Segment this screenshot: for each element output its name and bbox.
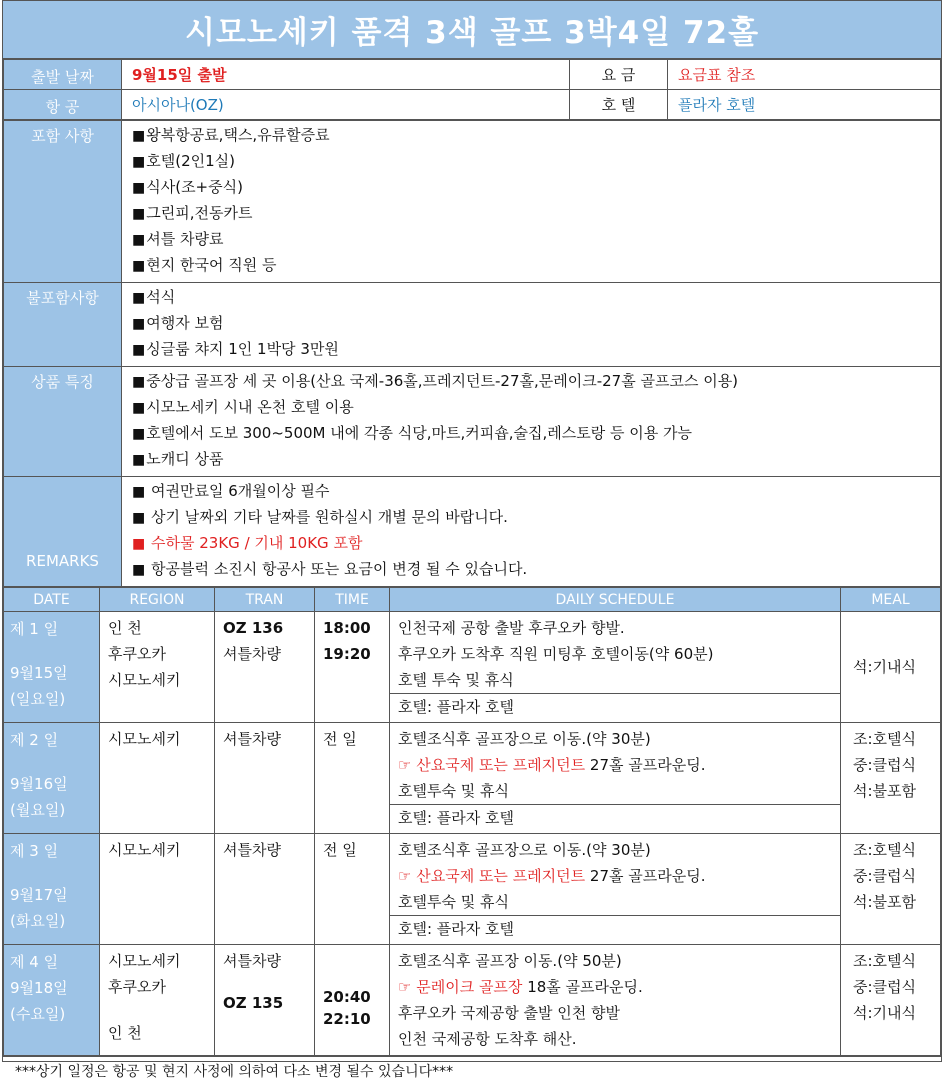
time-cell: 전 일 <box>315 723 390 834</box>
tran-cell: 셔틀차량 <box>215 834 315 945</box>
list-item: ■호텔에서 도보 300~500M 내에 각종 식당,마트,커피숍,술집,레스토랑 등 이용 가능 <box>132 424 692 442</box>
schedule-cell: 인천국제 공항 출발 후쿠오카 향발. 후쿠오카 도착후 직원 미팅후 호텔이동(약 60분) 호텔 투숙 및 휴식 호텔: 플라자 호텔 <box>390 612 841 723</box>
list-item: ■노캐디 상품 <box>132 450 224 468</box>
bullet-icon: ■ <box>132 128 146 144</box>
list-item: ■현지 한국어 직원 등 <box>132 256 277 274</box>
list-item: ■시모노세키 시내 온천 호텔 이용 <box>132 398 354 416</box>
itinerary-sheet <box>2 0 942 1080</box>
page-title: 시모노세키 품격 3색 골프 3박4일 72홀 <box>3 1 941 59</box>
schedule-cell: 호텔조식후 골프장 이동.(약 50분) ☞ 문레이크 골프장 18홀 골프라운딩. 후쿠오카 국제공항 출발 인천 향발 인천 국제공항 도착후 해산. <box>390 945 841 1056</box>
included-label: 포함 사항 <box>4 121 122 283</box>
footer-note: ***상기 일정은 항공 및 현지 사정에 의하여 다소 변경 될수 있습니다*** <box>3 1056 941 1086</box>
bullet-icon: ■ <box>132 206 146 222</box>
bullet-icon: ■ <box>132 452 146 468</box>
date-cell: 제 4 일 9월18일 (수요일) <box>4 945 100 1056</box>
tran-cell: 셔틀차량 <box>215 723 315 834</box>
features-label: 상품 특징 <box>4 367 122 477</box>
list-item: ■왕복항공료,택스,유류할증료 <box>132 126 330 144</box>
region-cell: 시모노세키 <box>100 723 215 834</box>
golf-line: ☞ 문레이크 골프장 18홀 골프라운딩. <box>398 978 643 996</box>
list-item: ■호텔(2인1실) <box>132 152 235 170</box>
table-row <box>4 612 941 723</box>
bullet-icon: ■ <box>132 374 146 390</box>
bullet-icon: ■ <box>132 426 146 442</box>
schedule-cell: 호텔조식후 골프장으로 이동.(약 30분) ☞ 산요국제 또는 프레지던트 27홀 골프라운딩. 호텔투숙 및 휴식 호텔: 플라자 호텔 <box>390 723 841 834</box>
remarks-label: REMARKS <box>4 477 122 587</box>
excluded-label: 불포함사항 <box>4 283 122 367</box>
date-cell: 제 3 일 9월17일 (화요일) <box>4 834 100 945</box>
bullet-icon: ■ <box>132 154 146 170</box>
bullet-icon: ■ <box>132 316 146 332</box>
bullet-icon: ■ <box>132 232 146 248</box>
list-item: ■싱글룸 챠지 1인 1박당 3만원 <box>132 340 339 358</box>
tran-cell: 셔틀차량 OZ 135 <box>215 945 315 1056</box>
departure-value: 9월15일 출발 <box>122 60 570 90</box>
bullet-icon: ■ <box>132 536 146 552</box>
header-time: TIME <box>315 588 390 612</box>
schedule-cell: 호텔조식후 골프장으로 이동.(약 30분) ☞ 산요국제 또는 프레지던트 27홀 골프라운딩. 호텔투숙 및 휴식 호텔: 플라자 호텔 <box>390 834 841 945</box>
schedule-table <box>3 587 941 1056</box>
pointing-hand-icon: ☞ <box>398 756 417 774</box>
region-cell: 인 천 후쿠오카 시모노세키 <box>100 612 215 723</box>
header-meal: MEAL <box>841 588 941 612</box>
fee-value: 요금표 참조 <box>668 60 941 90</box>
list-item: ■ 수하물 23KG / 기내 10KG 포함 <box>132 534 363 552</box>
time-cell: 18:00 19:20 <box>315 612 390 723</box>
departure-label: 출발 날짜 <box>4 60 122 90</box>
bullet-icon: ■ <box>132 562 146 578</box>
time-cell: 전 일 <box>315 834 390 945</box>
pointing-hand-icon: ☞ <box>398 867 417 885</box>
time-cell: 20:40 22:10 <box>315 945 390 1056</box>
details-table <box>3 120 941 587</box>
list-item: ■중상급 골프장 세 곳 이용(산요 국제-36홀,프레지던트-27홀,문레이크-27홀 골프코스 이용) <box>132 372 739 390</box>
date-cell: 제 2 일 9월16일 (월요일) <box>4 723 100 834</box>
fee-label: 요 금 <box>570 60 668 90</box>
bullet-icon: ■ <box>132 290 146 306</box>
header-daily-schedule: DAILY SCHEDULE <box>390 588 841 612</box>
list-item: ■식사(조+중식) <box>132 178 243 196</box>
bullet-icon: ■ <box>132 258 146 274</box>
hotel-line: 호텔: 플라자 호텔 <box>390 915 840 941</box>
golf-line: ☞ 산요국제 또는 프레지던트 27홀 골프라운딩. <box>398 867 706 885</box>
pointing-hand-icon: ☞ <box>398 978 417 996</box>
features-list <box>122 367 941 477</box>
bullet-icon: ■ <box>132 400 146 416</box>
meal-cell: 조:호텔식 중:클럽식 석:불포함 <box>841 723 941 834</box>
header-tran: TRAN <box>215 588 315 612</box>
included-list <box>122 121 941 283</box>
bullet-icon: ■ <box>132 484 146 500</box>
list-item: ■ 항공블럭 소진시 항공사 또는 요금이 변경 될 수 있습니다. <box>132 560 528 578</box>
list-item: ■ 상기 날짜외 기타 날짜를 원하실시 개별 문의 바랍니다. <box>132 508 508 526</box>
meal-cell: 석:기내식 <box>841 612 941 723</box>
bullet-icon: ■ <box>132 342 146 358</box>
info-table <box>3 59 941 120</box>
meal-cell: 조:호텔식 중:클럽식 석:불포함 <box>841 834 941 945</box>
bullet-icon: ■ <box>132 510 146 526</box>
meal-cell: 조:호텔식 중:클럽식 석:기내식 <box>841 945 941 1056</box>
date-cell: 제 1 일 9월15일 (일요일) <box>4 612 100 723</box>
list-item: ■여행자 보험 <box>132 314 224 332</box>
hotel-line: 호텔: 플라자 호텔 <box>390 804 840 830</box>
bullet-icon: ■ <box>132 180 146 196</box>
airline-label: 항 공 <box>4 90 122 120</box>
table-row <box>4 723 941 834</box>
table-row <box>4 834 941 945</box>
region-cell: 시모노세키 후쿠오카 인 천 <box>100 945 215 1056</box>
hotel-label: 호 텔 <box>570 90 668 120</box>
airline-value: 아시아나(OZ) <box>122 90 570 120</box>
list-item: ■셔틀 차량료 <box>132 230 224 248</box>
header-region: REGION <box>100 588 215 612</box>
excluded-list <box>122 283 941 367</box>
region-cell: 시모노세키 <box>100 834 215 945</box>
header-date: DATE <box>4 588 100 612</box>
hotel-value: 플라자 호텔 <box>668 90 941 120</box>
tran-cell: OZ 136 셔틀차량 <box>215 612 315 723</box>
list-item: ■석식 <box>132 288 176 306</box>
list-item: ■ 여권만료일 6개월이상 필수 <box>132 482 330 500</box>
hotel-line: 호텔: 플라자 호텔 <box>390 693 840 719</box>
golf-line: ☞ 산요국제 또는 프레지던트 27홀 골프라운딩. <box>398 756 706 774</box>
table-row <box>4 945 941 1056</box>
list-item: ■그린피,전동카트 <box>132 204 253 222</box>
remarks-list <box>122 477 941 587</box>
